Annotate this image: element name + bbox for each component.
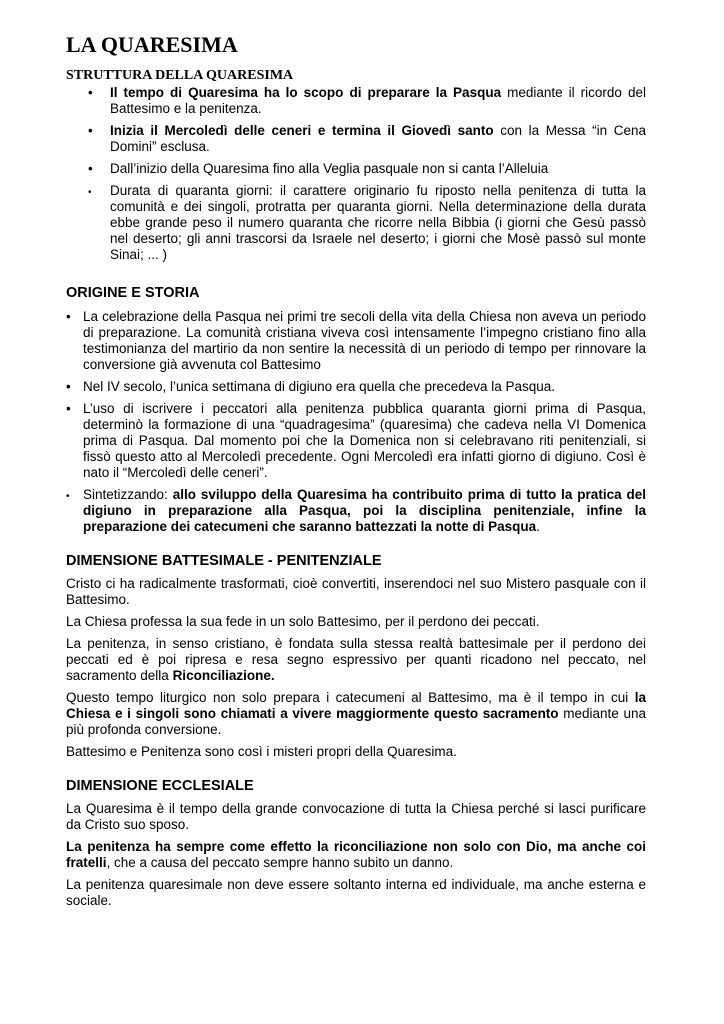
paragraph: La penitenza ha sempre come effetto la riconciliazione non solo con Dio, ma anche coi fratelli, che a causa del peccato sempre hanno subito un danno. <box>66 839 646 871</box>
section-ecclesiale <box>66 778 646 909</box>
bullet-icon: • <box>66 308 71 324</box>
list-item: • Sintetizzando: allo sviluppo della Quaresima ha contribuito prima di tutto la pratica del digiuno in preparazione alla Pasqua, poi la disciplina penitenziale, infine la preparazione dei catecumeni che saranno battezzati la notte di Pasqua. <box>66 486 646 534</box>
section-heading-battesimale: DIMENSIONE BATTESIMALE - PENITENZIALE <box>66 552 382 569</box>
list-item: • Il tempo di Quaresima ha lo scopo di preparare la Pasqua mediante il ricordo del Battesimo e la penitenza. <box>88 85 646 117</box>
list-item: • Nel IV secolo, l’unica settimana di digiuno era quella che precedeva la Pasqua. <box>66 378 556 394</box>
list-item: • Durata di quaranta giorni: il carattere originario fu riposto nella penitenza di tutta la comunità e dei singoli, protratta per quaranta giorni. Nella determinazione della durata ebbe grande peso il numero quaranta che ricorre nella Bibbia (i giorni che Gesù passò nel deserto; gli anni trascorsi da Israele nel deserto; i giorni che Mosè passò sul monte Sinai; ... ) <box>88 183 646 263</box>
section-heading-struttura: STRUTTURA DELLA QUARESIMA <box>66 68 294 84</box>
list-item: • La celebrazione della Pasqua nei primi tre secoli della vita della Chiesa non aveva un periodo di preparazione. La comunità cristiana viveva così intensamente l’impegno cristiano fino alla testimonianza del martirio da non sentire la necessità di un periodo di tempo per rinnovare la conversione già avvenuta col Battesimo <box>66 308 646 372</box>
list-item: • Inizia il Mercoledì delle ceneri e termina il Giovedì santo con la Messa “in Cena Domini” esclusa. <box>88 123 646 155</box>
paragraph: La penitenza, in senso cristiano, è fondata sulla stessa realtà battesimale per il perdono dei peccati ed è poi ripresa e resa segno espressivo per quanti ricadono nel peccato, nel sacramento della Riconciliazione. <box>66 635 646 683</box>
section-battesimale <box>66 553 646 760</box>
origine-list <box>66 309 646 535</box>
bullet-icon: • <box>88 85 93 101</box>
list-item: • Dall’inizio della Quaresima fino alla Veglia pasquale non si canta l’Alleluia <box>88 161 549 177</box>
paragraph: Battesimo e Penitenza sono così i misteri propri della Quaresima. <box>66 743 457 759</box>
section-heading-origine: ORIGINE E STORIA <box>66 285 200 302</box>
section-origine <box>66 285 646 534</box>
paragraph: La Chiesa professa la sua fede in un solo Battesimo, per il perdono dei peccati. <box>66 613 540 629</box>
list-item: • L’uso di iscrivere i peccatori alla penitenza pubblica quaranta giorni prima di Pasqua, determinò la formazione di una “quadragesima” (quaresima) che cadeva nella VI Domenica prima di Pasqua. Dal momento poi che la Domenica non si celebravano riti penitenziali, si fissò questo atto al Mercoledì precedente. Ogni Mercoledì era infatti giorno di digiuno. Così è nato il “Mercoledì delle ceneri”. <box>66 400 646 480</box>
bullet-icon: • <box>88 123 93 139</box>
struttura-list <box>66 85 646 263</box>
section-struttura <box>66 68 646 263</box>
paragraph: Cristo ci ha radicalmente trasformati, cioè convertiti, inserendoci nel suo Mistero pasquale con il Battesimo. <box>66 575 646 607</box>
bullet-icon: • <box>66 378 71 394</box>
bullet-icon: • <box>88 187 92 199</box>
paragraph: La penitenza quaresimale non deve essere soltanto interna ed individuale, ma anche esterna e sociale. <box>66 877 646 909</box>
paragraph: Questo tempo liturgico non solo prepara i catecumeni al Battesimo, ma è il tempo in cui la Chiesa e i singoli sono chiamati a vivere maggiormente questo sacramento mediante una più profonda conversione. <box>66 689 647 737</box>
section-heading-ecclesiale: DIMENSIONE ECCLESIALE <box>66 777 254 794</box>
bullet-icon: • <box>66 490 70 502</box>
page-title: LA QUARESIMA <box>66 32 238 57</box>
bullet-icon: • <box>66 400 71 416</box>
bullet-icon: • <box>88 161 93 177</box>
paragraph: La Quaresima è il tempo della grande convocazione di tutta la Chiesa perché si lasci purificare da Cristo suo sposo. <box>66 801 646 833</box>
